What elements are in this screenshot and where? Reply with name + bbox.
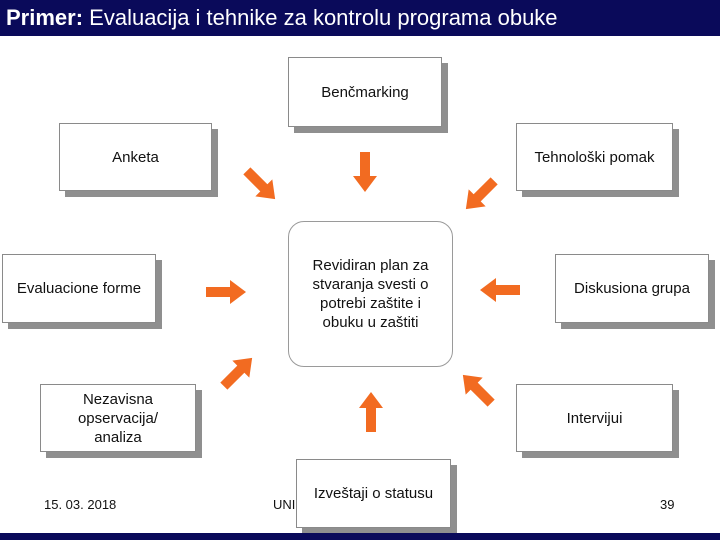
box-tehnoloski-pomak-label: Tehnološki pomak [534, 148, 655, 166]
footer-date: 15. 03. 2018 [44, 497, 117, 512]
bottom-rule [0, 533, 720, 540]
title-text: Evaluacija i tehnike za kontrolu programa obuke [83, 5, 558, 30]
box-izvestaji-label: Izveštaji o statusu [313, 485, 434, 502]
box-diskusiona-grupa-label: Diskusiona grupa [574, 280, 690, 297]
arrow-from-izvestaji [359, 392, 383, 432]
box-anketa-label: Anketa [112, 148, 159, 166]
center-box-label: Revidiran plan za stvaranja svesti o potrebi zaštite i obuku u zaštiti [312, 257, 429, 331]
arrow-from-intervjui [454, 366, 499, 411]
arrow-from-bencmarking [353, 152, 377, 192]
footer-institution: UNI [273, 497, 296, 512]
box-bencmarking-label: Benčmarking [321, 83, 409, 101]
arrow-from-anketa [238, 162, 283, 207]
box-intervjui-label: Intervijui [566, 409, 623, 427]
arrow-from-evaluacione-forme [206, 280, 246, 304]
page-number: 39 [660, 497, 675, 512]
title-prefix: Primer: [6, 5, 84, 30]
arrow-from-nezavisna [215, 349, 260, 394]
arrow-from-diskusiona-grupa [480, 278, 520, 302]
box-nezavisna-opservacija-label: Nezavisna opservacija/ analiza [77, 390, 159, 446]
arrow-from-tehnoloski-pomak [457, 172, 502, 217]
box-evaluacione-forme-label: Evaluacione forme [16, 280, 142, 297]
